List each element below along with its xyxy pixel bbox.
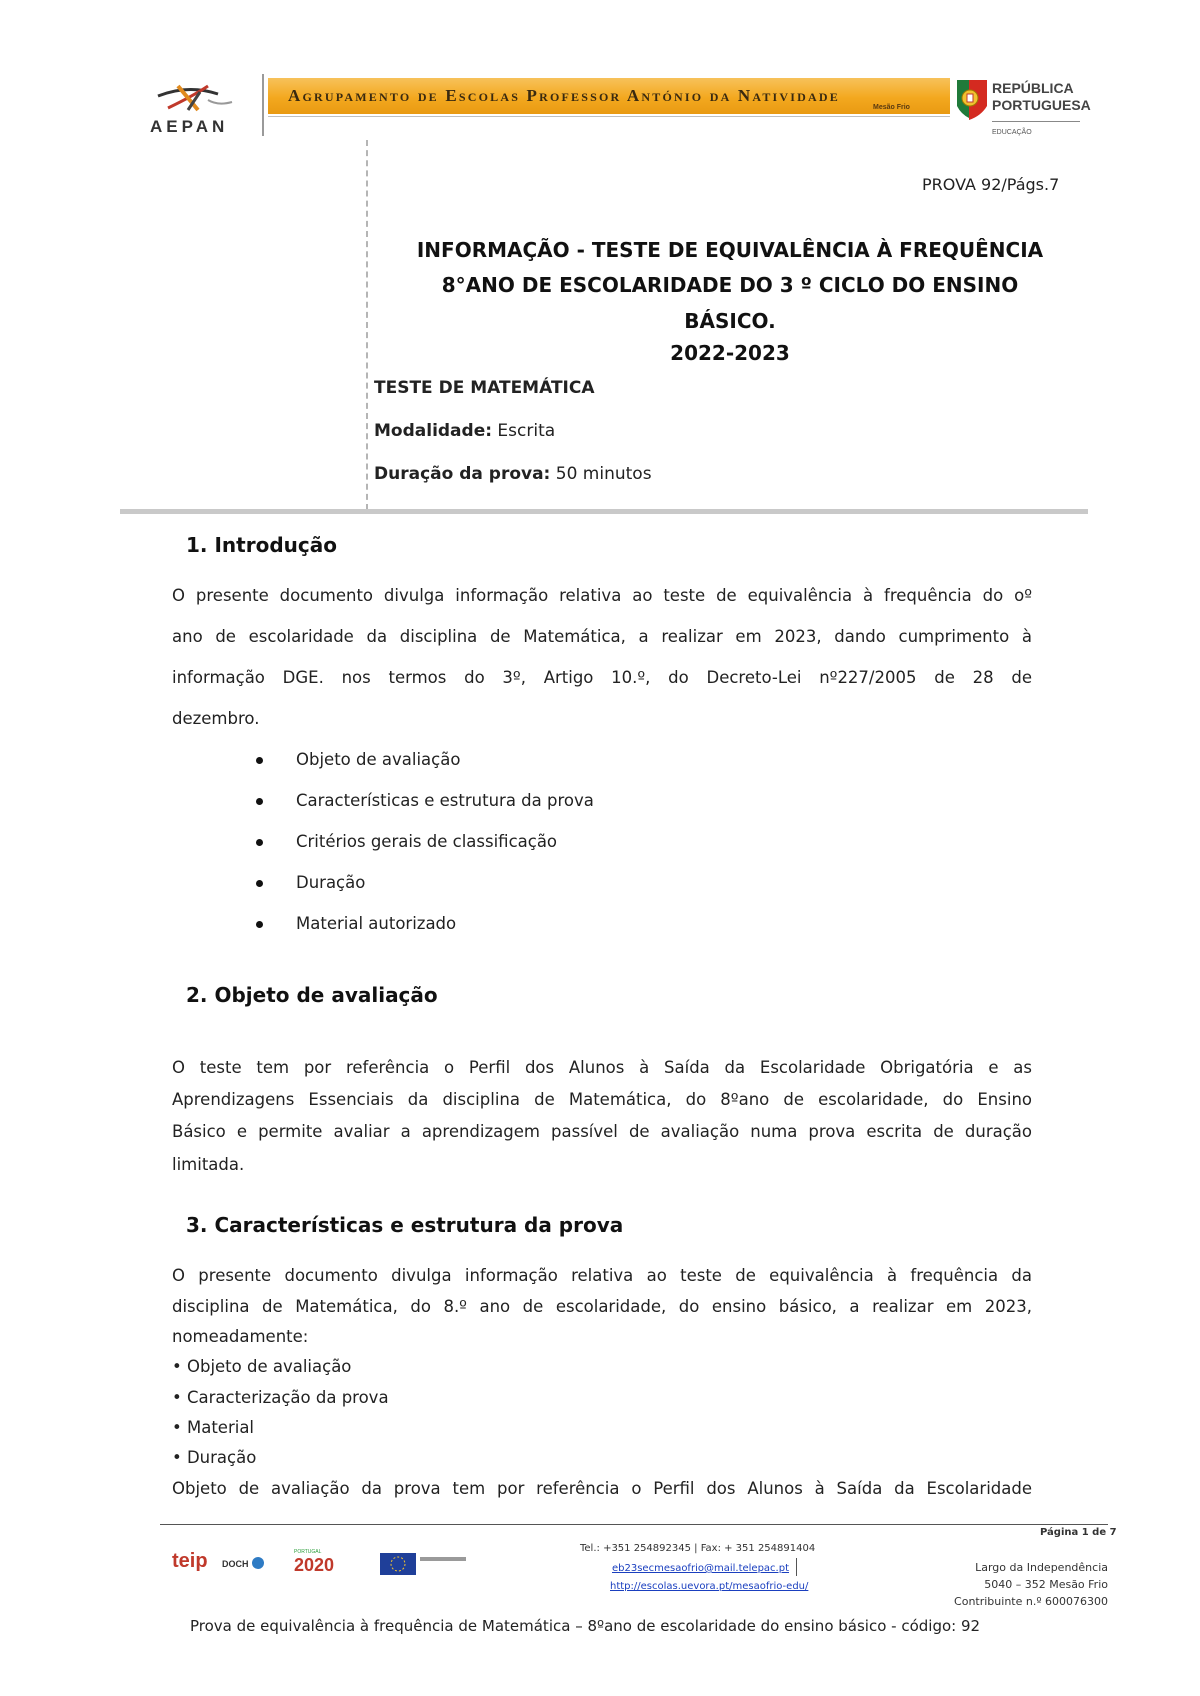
portugal2020-logo: 2020 [294,1555,335,1575]
bullet-icon [256,880,263,887]
title-line-2: 8°ANO DE ESCOLARIDADE DO 3 º CICLO DO ENSINO [441,273,1019,297]
republic-line1: REPÚBLICA [992,80,1074,96]
title-year: 2022-2023 [670,341,790,365]
list-item-label: Material autorizado [296,914,457,933]
duration-label: Duração da prova: [374,464,551,484]
footer-address-line1: Largo da Independência [975,1561,1108,1574]
horizontal-rule [120,509,1088,514]
test-subject: TESTE DE MATEMÁTICA [374,378,595,398]
republic-emblem-icon [955,78,989,122]
paragraph-line: informação DGE. nos termos do 3º, Artigo 10.º, do Decreto-Lei nº227/2005 de 28 de [172,668,1032,687]
section-heading-introducao: 1. Introdução [186,533,337,557]
bullet-icon [256,757,263,764]
republic-rule [992,121,1080,122]
modality-value: Escrita [492,421,556,441]
paragraph-line: limitada. [172,1155,245,1174]
paragraph-line: ano de escolaridade da disciplina de Matemática, a realizar em 2023, dando cumprimento à [172,627,1032,646]
list-item-label: Duração [296,873,366,892]
title-line-3: BÁSICO. [684,309,776,333]
footer-caption: Prova de equivalência à frequência de Matemática – 8ºano de escolaridade do ensino básico - código: 92 [190,1617,981,1635]
paragraph-line: • Duração [172,1448,257,1467]
title-line-1: INFORMAÇÃO - TESTE DE EQUIVALÊNCIA À FREQUÊNCIA [416,238,1044,262]
bullet-icon [256,839,263,846]
school-banner-subtext: Mesão Frio [873,104,910,111]
prova-reference: PROVA 92/Págs.7 [922,175,1060,194]
paragraph-line: disciplina de Matemática, do 8.º ano de escolaridade, do ensino básico, a realizar em 2023, [172,1297,1032,1316]
funding-logos [172,1543,472,1577]
paragraph-line: Aprendizagens Essenciais da disciplina de Matemática, do 8ºano de escolaridade, do Ensino [172,1090,1032,1109]
paragraph-line: • Material [172,1418,255,1437]
page-number: Página 1 de 7 [1040,1527,1117,1538]
footer-rule [160,1524,1108,1525]
paragraph-line: Básico e permite avaliar a aprendizagem passível de avaliação numa prova escrita de duração [172,1122,1032,1141]
republic-subtext: EDUCAÇÃO [992,129,1032,136]
bullet-icon [256,921,263,928]
aepan-logo-text: AEPAN [150,117,229,136]
section-heading-objeto: 2. Objeto de avaliação [186,983,438,1007]
section-heading-caracteristicas: 3. Características e estrutura da prova [186,1213,624,1237]
paragraph-line: • Objeto de avaliação [172,1357,352,1376]
paragraph-line: O teste tem por referência o Perfil dos Alunos à Saída da Escolaridade Obrigatória e as [172,1058,1032,1077]
paragraph-line: O presente documento divulga informação relativa ao teste de equivalência à frequência da [172,1266,1032,1285]
modality-row [374,421,555,441]
footer-email-link[interactable]: eb23secmesaofrio@mail.telepac.pt [612,1563,789,1574]
paragraph-line: nomeadamente: [172,1327,309,1346]
footer-telephone: Tel.: +351 254892345 | Fax: + 351 254891404 [580,1543,816,1554]
banner-underline [268,116,950,117]
portugal-logo-label: PORTUGAL [294,1549,322,1555]
footer-separator [796,1558,797,1576]
eu-flag-icon [380,1553,416,1575]
republic-line2: PORTUGUESA [992,97,1091,113]
paragraph-line: O presente documento divulga informação relativa ao teste de equivalência à frequência do oº [172,586,1032,605]
doch-logo: DOCH [222,1559,249,1569]
footer-website-link[interactable]: http://escolas.uevora.pt/mesaofrio-edu/ [610,1581,809,1592]
paragraph-line: dezembro. [172,709,260,728]
eu-caption-bar [420,1557,466,1561]
duration-value: 50 minutos [550,464,652,484]
school-banner-text: Agrupamento de Escolas Professor António da Natividade [288,86,840,105]
list-item-label: Critérios gerais de classificação [296,832,558,851]
teip-logo: teip [172,1550,208,1572]
list-item-label: Características e estrutura da prova [296,791,594,810]
list-item-label: Objeto de avaliação [296,750,461,769]
footer-taxpayer-number: Contribuinte n.º 600076300 [954,1595,1108,1608]
vertical-dashed-rule [366,140,368,510]
doch-logo-circle [252,1557,264,1569]
modality-label: Modalidade: [374,421,493,441]
duration-row [374,464,652,484]
paragraph-line: • Caracterização da prova [172,1388,389,1407]
header-divider [262,74,264,136]
bullet-icon [256,798,263,805]
footer-address-line2: 5040 – 352 Mesão Frio [984,1578,1108,1591]
paragraph-line: Objeto de avaliação da prova tem por referência o Perfil dos Alunos à Saída da Escolaridade [172,1479,1032,1498]
